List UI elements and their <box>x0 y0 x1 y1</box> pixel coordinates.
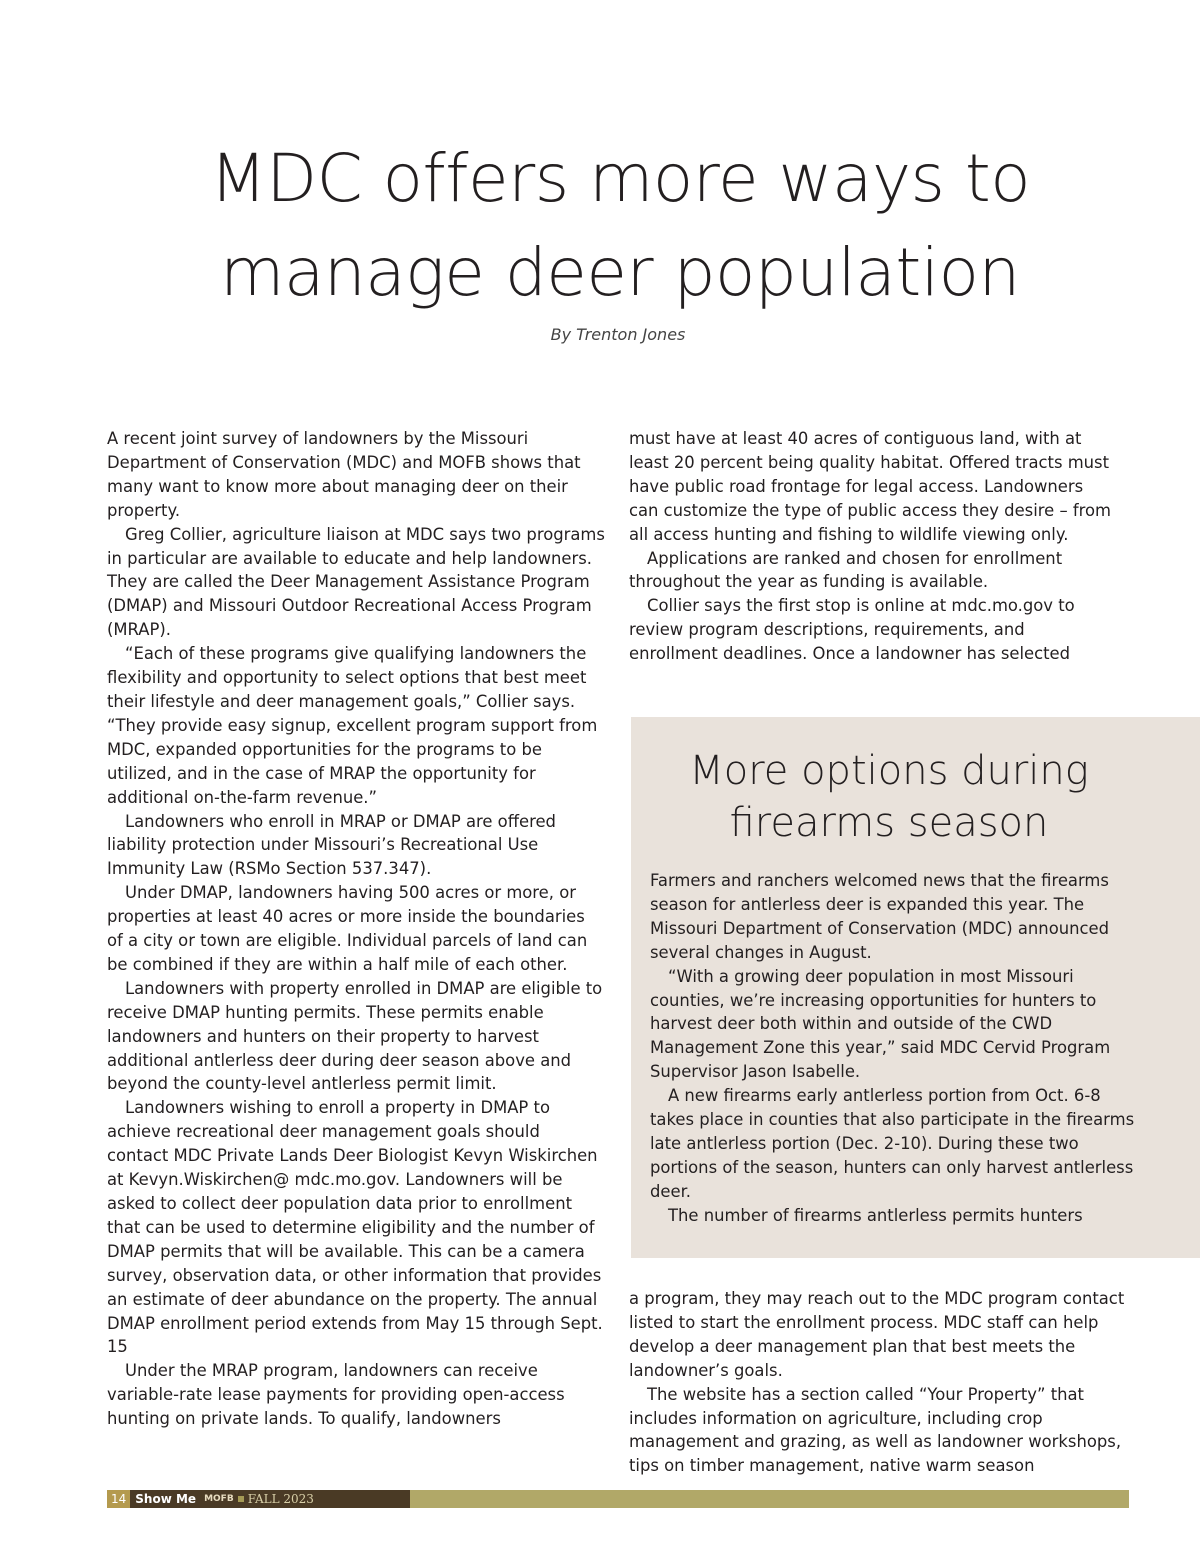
sidebar-body <box>650 869 1140 1228</box>
page-footer <box>107 1490 1129 1508</box>
sidebar-paragraph: A new firearms early antlerless portion from Oct. 6-8 takes place in counties that also participate in the firearms late antlerless portion (Dec. 2-10). During these two portions of the season, hunters can only harvest antlerless deer. <box>650 1086 1135 1201</box>
byline: By Trenton Jones <box>550 325 686 344</box>
paragraph: Landowners with property enrolled in DMAP are eligible to receive DMAP hunting permits. These permits enable landowners and hunters on their property to harvest additional antlerless deer during deer season above and beyond the county-level antlerless permit limit. <box>107 978 603 1094</box>
title-line-2: manage deer population <box>220 234 1020 311</box>
footer-bar <box>410 1490 1129 1508</box>
paragraph: Under the MRAP program, landowners can receive variable-rate lease payments for providing open-access hunting on private lands. To qualify, landowners <box>107 1361 565 1429</box>
paragraph: Greg Collier, agriculture liaison at MDC says two programs in particular are available to educate and help landowners. They are called the Deer Management Assistance Program (DMAP) and Missouri Outdoor Recreational Access Program (MRAP). <box>107 524 605 640</box>
article-title <box>140 132 1100 320</box>
sidebar-title <box>631 745 1147 849</box>
right-column-bottom <box>629 1287 1127 1478</box>
sidebar-box <box>631 717 1200 1258</box>
paragraph: A recent joint survey of landowners by the Missouri Department of Conservation (MDC) and MOFB shows that many want to know more about managing deer on their property. <box>107 429 581 520</box>
paragraph: must have at least 40 acres of contiguous land, with at least 20 percent being quality habitat. Offered tracts must have public road frontage for legal access. Landowners can customize the type of public access they desire – from all access hunting and fishing to wildlife viewing only. <box>629 429 1111 544</box>
paragraph: Landowners who enroll in MRAP or DMAP are offered liability protection under Missouri’s Recreational Use Immunity Law (RSMo Section 537.347). <box>107 811 556 879</box>
left-column <box>107 427 605 1431</box>
sidebar-paragraph: The number of firearms antlerless permits hunters <box>668 1205 1083 1225</box>
title-line-1: MDC offers more ways to <box>209 140 1031 217</box>
page-number: 14 <box>107 1490 130 1508</box>
paragraph: “Each of these programs give qualifying landowners the flexibility and opportunity to select options that best meet their lifestyle and deer management goals,” Collier says. “They provide easy signup, excellent program support from MDC, expanded opportunities for the programs to be utilized, and in the case of MRAP the opportunity for additional on-the-farm revenue.” <box>107 644 598 807</box>
sidebar-title-line-2: firearms season <box>729 800 1049 846</box>
paragraph: Applications are ranked and chosen for enrollment throughout the year as funding is available. <box>629 548 1063 592</box>
sidebar-paragraph: Farmers and ranchers welcomed news that the firearms season for antlerless deer is expanded this year. The Missouri Department of Conservation (MDC) announced several changes in August. <box>650 871 1110 962</box>
right-column-top <box>629 427 1115 666</box>
footer-masthead <box>107 1490 410 1508</box>
separator-square-icon <box>238 1496 244 1502</box>
sidebar-paragraph: “With a growing deer population in most Missouri counties, we’re increasing opportunities for hunters to harvest deer both within and outside of the CWD Management Zone this year,” said MDC Cervid Program Supervisor Jason Isabelle. <box>650 966 1111 1082</box>
paragraph: Collier says the first stop is online at mdc.mo.gov to review program descriptions, requirements, and enrollment deadlines. Once a landowner has selected <box>629 596 1075 664</box>
sidebar-title-line-1: More options during <box>689 748 1089 794</box>
paragraph: Under DMAP, landowners having 500 acres or more, or properties at least 40 acres or more inside the boundaries of a city or town are eligible. Individual parcels of land can be combined if they are within a half mile of each other. <box>107 883 588 974</box>
paragraph: The website has a section called “Your Property” that includes information on agriculture, including crop management and grazing, as well as landowner workshops, tips on timber management, native warm season <box>629 1384 1122 1476</box>
paragraph: Landowners wishing to enroll a property in DMAP to achieve recreational deer management goals should contact MDC Private Lands Deer Biologist Kevyn Wiskirchen at Kevyn.Wiskirchen@ mdc.mo.gov. Landowners will be asked to collect deer population data prior to enrollment that can be used to determine eligibility and the number of DMAP permits that will be available. This can be a camera survey, observation data, or other information that provides an estimate of deer abundance on the property. The annual DMAP enrollment period extends from May 15 through Sept. 15 <box>107 1098 603 1357</box>
publisher-name: MOFB <box>204 1494 234 1504</box>
issue-label: FALL 2023 <box>247 1492 314 1506</box>
brand-name: Show Me <box>135 1492 197 1506</box>
paragraph: a program, they may reach out to the MDC program contact listed to start the enrollment process. MDC staff can help develop a deer management plan that best meets the landowner’s goals. <box>629 1289 1125 1380</box>
